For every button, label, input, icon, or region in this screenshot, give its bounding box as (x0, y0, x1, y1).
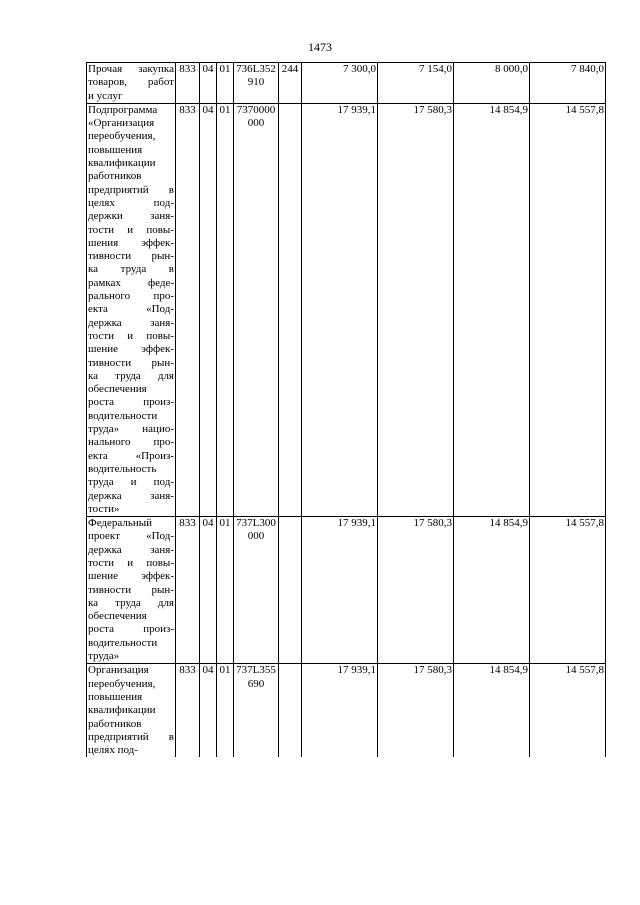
item-name-line: труда» (88, 650, 120, 663)
item-name-cell (87, 517, 176, 664)
amount-cell-3: 14 854,9 (454, 517, 530, 664)
item-name-line: проект «Под- (88, 530, 174, 543)
item-name-line: целях под- (88, 744, 138, 757)
amount-cell-2: 17 580,3 (378, 517, 454, 664)
amount-cell-2: 17 580,3 (378, 664, 454, 758)
target-article-cell: 736L352910 (234, 63, 279, 104)
item-name-line: тивности рын- (88, 583, 174, 596)
subsection-code-cell: 01 (217, 103, 234, 516)
amount-cell-1: 17 939,1 (302, 664, 378, 758)
table-body (87, 63, 606, 758)
item-name-line: переобучения, (88, 130, 156, 143)
table-row (87, 63, 606, 104)
ministry-code-cell: 833 (176, 517, 200, 664)
ministry-code-cell: 833 (176, 63, 200, 104)
expense-type-cell (279, 664, 302, 758)
item-name-line: шения эффек- (88, 236, 174, 249)
amount-cell-4: 14 557,8 (530, 664, 606, 758)
section-code-cell: 04 (200, 63, 217, 104)
item-name-line: шение эффек- (88, 570, 174, 583)
budget-table (86, 62, 606, 757)
section-code-cell: 04 (200, 103, 217, 516)
item-name-line: водительности (88, 636, 158, 649)
table-row (87, 517, 606, 664)
target-article-cell: 737L355690 (234, 664, 279, 758)
item-name-line: Федеральный (88, 517, 153, 530)
amount-cell-2: 17 580,3 (378, 103, 454, 516)
item-name-line: держка заня- (88, 543, 174, 556)
amount-cell-4: 7 840,0 (530, 63, 606, 104)
subsection-code-cell: 01 (217, 517, 234, 664)
item-name-line: квалификации (88, 704, 156, 717)
item-name-line: нального про- (88, 436, 174, 449)
item-name-cell (87, 664, 176, 758)
item-name-line: обеспечения (88, 610, 147, 623)
item-name-line: ка труда для (88, 369, 174, 382)
item-name-line: тости и повы- (88, 329, 174, 342)
expense-type-cell: 244 (279, 63, 302, 104)
item-name-line: обеспечения (88, 383, 147, 396)
table-row (87, 103, 606, 516)
item-name-line: переобучения, (88, 677, 156, 690)
amount-cell-4: 14 557,8 (530, 103, 606, 516)
item-name-line: держки заня- (88, 210, 174, 223)
expense-type-cell (279, 517, 302, 664)
amount-cell-1: 17 939,1 (302, 517, 378, 664)
item-name-line: работников (88, 717, 142, 730)
item-name-line: шение эффек- (88, 343, 174, 356)
item-name-line: предприятий в (88, 730, 174, 743)
item-name-line: тости и повы- (88, 556, 174, 569)
item-name-line: предприятий в (88, 183, 174, 196)
item-name-line: тивности рын- (88, 356, 174, 369)
expense-type-cell (279, 103, 302, 516)
item-name-line: екта «Под- (88, 303, 174, 316)
item-name-line: «Организация (88, 117, 155, 130)
item-name-line: водительности (88, 409, 158, 422)
item-name-line: рамках феде- (88, 276, 174, 289)
item-name-line: повышения (88, 143, 143, 156)
amount-cell-3: 14 854,9 (454, 103, 530, 516)
subsection-code-cell: 01 (217, 63, 234, 104)
item-name-line: роста произ- (88, 623, 174, 636)
subsection-code-cell: 01 (217, 664, 234, 758)
item-name-line: рального про- (88, 290, 174, 303)
item-name-line: квалификации (88, 157, 156, 170)
item-name-line: Организация (88, 664, 149, 677)
item-name-line: ка труда для (88, 596, 174, 609)
amount-cell-1: 7 300,0 (302, 63, 378, 104)
item-name-line: работников (88, 170, 142, 183)
item-name-line: товаров, работ (88, 76, 174, 89)
item-name-line: труда» нацио- (88, 423, 174, 436)
amount-cell-3: 14 854,9 (454, 664, 530, 758)
page-number: 1473 (308, 40, 332, 54)
item-name-line: тости» (88, 502, 120, 515)
amount-cell-1: 17 939,1 (302, 103, 378, 516)
item-name-line: и услуг (88, 89, 123, 102)
amount-cell-3: 8 000,0 (454, 63, 530, 104)
section-code-cell: 04 (200, 664, 217, 758)
item-name-cell (87, 103, 176, 516)
item-name-line: Прочая закупка (88, 63, 174, 75)
item-name-cell (87, 63, 176, 104)
ministry-code-cell: 833 (176, 664, 200, 758)
target-article-cell: 737L300000 (234, 517, 279, 664)
item-name-line: труда и под- (88, 476, 174, 489)
table-row (87, 664, 606, 758)
item-name-line: тости и повы- (88, 223, 174, 236)
amount-cell-2: 7 154,0 (378, 63, 454, 104)
section-code-cell: 04 (200, 517, 217, 664)
item-name-line: держка заня- (88, 316, 174, 329)
item-name-line: роста произ- (88, 396, 174, 409)
item-name-line: целях под- (88, 196, 174, 209)
ministry-code-cell: 833 (176, 103, 200, 516)
item-name-line: повышения (88, 690, 143, 703)
item-name-line: ка труда в (88, 263, 174, 276)
item-name-line: держка заня- (88, 489, 174, 502)
item-name-line: екта «Произ- (88, 449, 174, 462)
item-name-line: тивности рын- (88, 250, 174, 263)
amount-cell-4: 14 557,8 (530, 517, 606, 664)
target-article-cell: 7370000000 (234, 103, 279, 516)
item-name-line: водительность (88, 462, 157, 475)
item-name-line: Подпрограмма (88, 103, 158, 116)
